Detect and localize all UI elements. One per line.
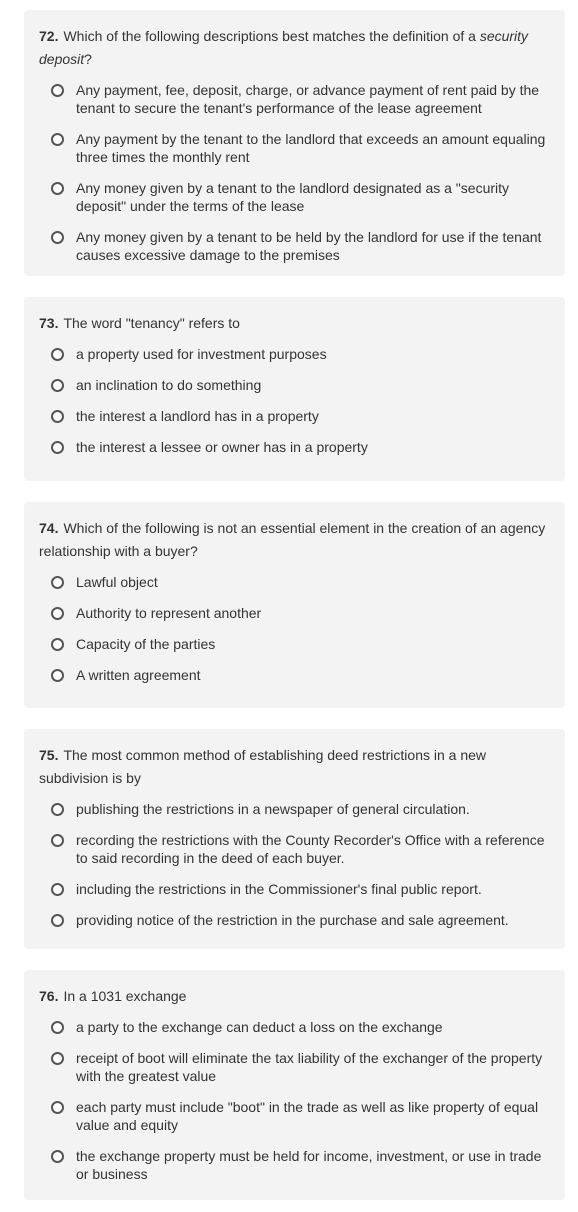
answer-option-d[interactable]	[39, 438, 550, 456]
question-text	[39, 985, 550, 1008]
answer-option-a[interactable]	[39, 81, 550, 117]
answer-option-c[interactable]	[39, 880, 550, 898]
answer-option-d[interactable]	[39, 228, 550, 264]
question-emphasis: security deposit	[39, 28, 529, 67]
radio-button[interactable]	[51, 133, 64, 146]
question-text	[39, 744, 550, 790]
answer-label: Any payment, fee, deposit, charge, or advance payment of rent paid by the tenant to secure the tenant's performance of the lease agreement	[76, 82, 540, 116]
answer-option-d[interactable]	[39, 911, 550, 929]
answer-label: recording the restrictions with the County Recorder's Office with a reference to said recording in the deed of each buyer.	[76, 832, 545, 866]
question-text	[39, 312, 550, 335]
radio-button[interactable]	[51, 1052, 64, 1065]
answer-option-b[interactable]	[39, 1049, 550, 1085]
answer-option-a[interactable]	[39, 800, 550, 818]
question-text	[39, 517, 550, 563]
radio-button[interactable]	[51, 669, 64, 682]
question-card-74	[24, 502, 565, 708]
answer-option-c[interactable]	[39, 1098, 550, 1134]
radio-button[interactable]	[51, 182, 64, 195]
answer-label: Lawful object	[76, 574, 158, 590]
radio-button[interactable]	[51, 231, 64, 244]
radio-button[interactable]	[51, 441, 64, 454]
answer-option-d[interactable]	[39, 1147, 550, 1183]
answer-options	[39, 573, 550, 684]
answer-option-a[interactable]	[39, 345, 550, 363]
question-number: 72.	[39, 28, 59, 44]
radio-button[interactable]	[51, 379, 64, 392]
radio-button[interactable]	[51, 834, 64, 847]
radio-button[interactable]	[51, 1021, 64, 1034]
answer-label: including the restrictions in the Commissioner's final public report.	[76, 881, 482, 897]
question-stem: Which of the following descriptions best matches the definition of a	[63, 28, 480, 44]
radio-button[interactable]	[51, 84, 64, 97]
question-card-75	[24, 729, 565, 949]
answer-label: a property used for investment purposes	[76, 346, 327, 362]
answer-option-b[interactable]	[39, 831, 550, 867]
answer-option-c[interactable]	[39, 635, 550, 653]
question-number: 75.	[39, 747, 59, 763]
radio-button[interactable]	[51, 914, 64, 927]
radio-button[interactable]	[51, 803, 64, 816]
answer-options	[39, 345, 550, 456]
answer-label: Authority to represent another	[76, 605, 262, 621]
radio-button[interactable]	[51, 638, 64, 651]
answer-label: publishing the restrictions in a newspaper of general circulation.	[76, 801, 470, 817]
answer-option-a[interactable]	[39, 573, 550, 591]
answer-label: a party to the exchange can deduct a loss on the exchange	[76, 1019, 443, 1035]
question-stem: The most common method of establishing deed restrictions in a new subdivision is by	[39, 747, 487, 786]
question-card-73	[24, 297, 565, 481]
answer-label: each party must include "boot" in the trade as well as like property of equal value and equity	[76, 1099, 539, 1133]
question-card-76	[24, 970, 565, 1200]
radio-button[interactable]	[51, 410, 64, 423]
question-stem: Which of the following is not an essential element in the creation of an agency relationship with a buyer?	[39, 520, 546, 559]
question-stem: In a 1031 exchange	[63, 988, 187, 1004]
question-number: 76.	[39, 988, 59, 1004]
question-stem: The word "tenancy" refers to	[63, 315, 240, 331]
answer-label: providing notice of the restriction in the purchase and sale agreement.	[76, 912, 509, 928]
question-card-72	[24, 10, 565, 276]
answer-label: A written agreement	[76, 667, 201, 683]
answer-option-a[interactable]	[39, 1018, 550, 1036]
answer-label: the exchange property must be held for income, investment, or use in trade or business	[76, 1148, 542, 1182]
question-suffix: ?	[84, 51, 92, 67]
question-number: 73.	[39, 315, 59, 331]
radio-button[interactable]	[51, 576, 64, 589]
answer-option-d[interactable]	[39, 666, 550, 684]
answer-label: an inclination to do something	[76, 377, 262, 393]
radio-button[interactable]	[51, 348, 64, 361]
radio-button[interactable]	[51, 607, 64, 620]
radio-button[interactable]	[51, 1101, 64, 1114]
answer-options	[39, 1018, 550, 1183]
answer-option-c[interactable]	[39, 179, 550, 215]
answer-options	[39, 800, 550, 929]
answer-option-c[interactable]	[39, 407, 550, 425]
answer-label: the interest a landlord has in a property	[76, 408, 319, 424]
answer-label: Any money given by a tenant to the landlord designated as a "security deposit" under the terms of the lease	[76, 180, 510, 214]
answer-label: Capacity of the parties	[76, 636, 216, 652]
question-number: 74.	[39, 520, 59, 536]
answer-label: Any payment by the tenant to the landlord that exceeds an amount equaling three times the monthly rent	[76, 131, 546, 165]
answer-option-b[interactable]	[39, 376, 550, 394]
answer-label: receipt of boot will eliminate the tax liability of the exchanger of the property with the greatest value	[76, 1050, 543, 1084]
answer-label: Any money given by a tenant to be held by the landlord for use if the tenant causes excessive damage to the premises	[76, 229, 542, 263]
answer-options	[39, 81, 550, 264]
answer-option-b[interactable]	[39, 130, 550, 166]
radio-button[interactable]	[51, 883, 64, 896]
answer-option-b[interactable]	[39, 604, 550, 622]
question-text	[39, 25, 550, 71]
answer-label: the interest a lessee or owner has in a property	[76, 439, 368, 455]
radio-button[interactable]	[51, 1150, 64, 1163]
